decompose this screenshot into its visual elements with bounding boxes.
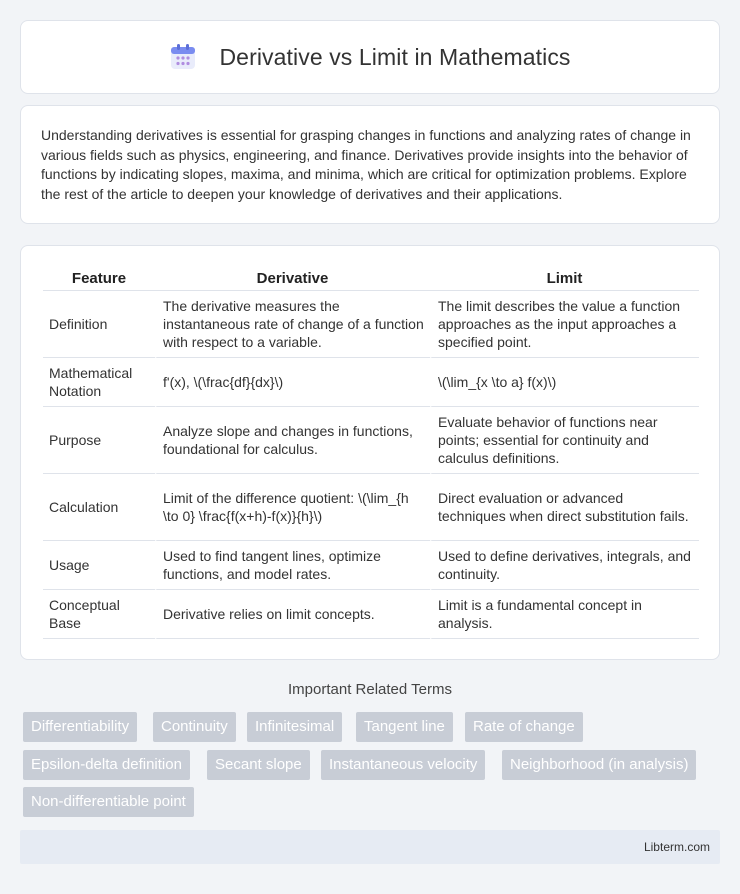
comparison-table	[43, 264, 699, 639]
column-header-feature: Feature	[43, 264, 155, 291]
feature-cell: Purpose	[43, 407, 155, 474]
related-term-tag[interactable]: Differentiability	[23, 712, 137, 742]
limit-cell: The limit describes the value a function approaches as the input approaches a specified point.	[430, 291, 699, 358]
derivative-cell: f'(x), \(\frac{df}{dx}\)	[155, 358, 430, 407]
comparison-table-card	[20, 245, 720, 660]
limit-cell: Evaluate behavior of functions near points; essential for continuity and calculus definitions.	[430, 407, 699, 474]
related-term-tag[interactable]: Continuity	[153, 712, 236, 742]
feature-cell: Conceptual Base	[43, 590, 155, 639]
limit-cell: Used to define derivatives, integrals, and continuity.	[430, 541, 699, 590]
related-term-tag[interactable]: Rate of change	[465, 712, 583, 742]
table-row	[43, 407, 699, 474]
intro-paragraph: Understanding derivatives is essential for grasping changes in functions and analyzing rates of change in various fields such as physics, engineering, and finance. Derivatives provide insights into the behavior of functions by indicating slopes, maxima, and minima, which are critical for optimization problems. Explore the rest of the article to deepen your knowledge of derivatives and their applications.	[41, 127, 691, 202]
derivative-cell: Limit of the difference quotient: \(\lim_{h \to 0} \frac{f(x+h)-f(x)}{h}\)	[155, 474, 430, 541]
limit-cell: Direct evaluation or advanced techniques when direct substitution fails.	[430, 474, 699, 541]
page-title: Derivative vs Limit in Mathematics	[219, 43, 571, 70]
related-term-tag[interactable]: Neighborhood (in analysis)	[502, 750, 696, 780]
intro-card	[20, 105, 720, 224]
footer	[20, 830, 720, 864]
table-header-row	[43, 264, 699, 291]
calendar-icon	[169, 43, 197, 71]
feature-cell: Mathematical Notation	[43, 358, 155, 407]
related-term-tag[interactable]: Secant slope	[207, 750, 310, 780]
header-card	[20, 20, 720, 94]
related-term-tag[interactable]: Infinitesimal	[247, 712, 342, 742]
related-terms-title: Important Related Terms	[288, 681, 452, 698]
footer-site-link[interactable]: Libterm.com	[643, 840, 710, 854]
related-term-tag[interactable]: Non-differentiable point	[23, 787, 194, 817]
related-term-tag[interactable]: Epsilon-delta definition	[23, 750, 190, 780]
table-row	[43, 590, 699, 639]
feature-cell: Definition	[43, 291, 155, 358]
table-row	[43, 291, 699, 358]
limit-cell: \(\lim_{x \to a} f(x)\)	[430, 358, 699, 407]
table-row	[43, 358, 699, 407]
derivative-cell: Used to find tangent lines, optimize functions, and model rates.	[155, 541, 430, 590]
feature-cell: Usage	[43, 541, 155, 590]
related-term-tag[interactable]: Tangent line	[356, 712, 453, 742]
column-header-derivative: Derivative	[155, 264, 430, 291]
feature-cell: Calculation	[43, 474, 155, 541]
derivative-cell: The derivative measures the instantaneous rate of change of a function with respect to a variable.	[155, 291, 430, 358]
column-header-limit: Limit	[430, 264, 699, 291]
table-row	[43, 541, 699, 590]
derivative-cell: Derivative relies on limit concepts.	[155, 590, 430, 639]
derivative-cell: Analyze slope and changes in functions, foundational for calculus.	[155, 407, 430, 474]
table-row	[43, 474, 699, 541]
limit-cell: Limit is a fundamental concept in analysis.	[430, 590, 699, 639]
related-term-tag[interactable]: Instantaneous velocity	[321, 750, 485, 780]
